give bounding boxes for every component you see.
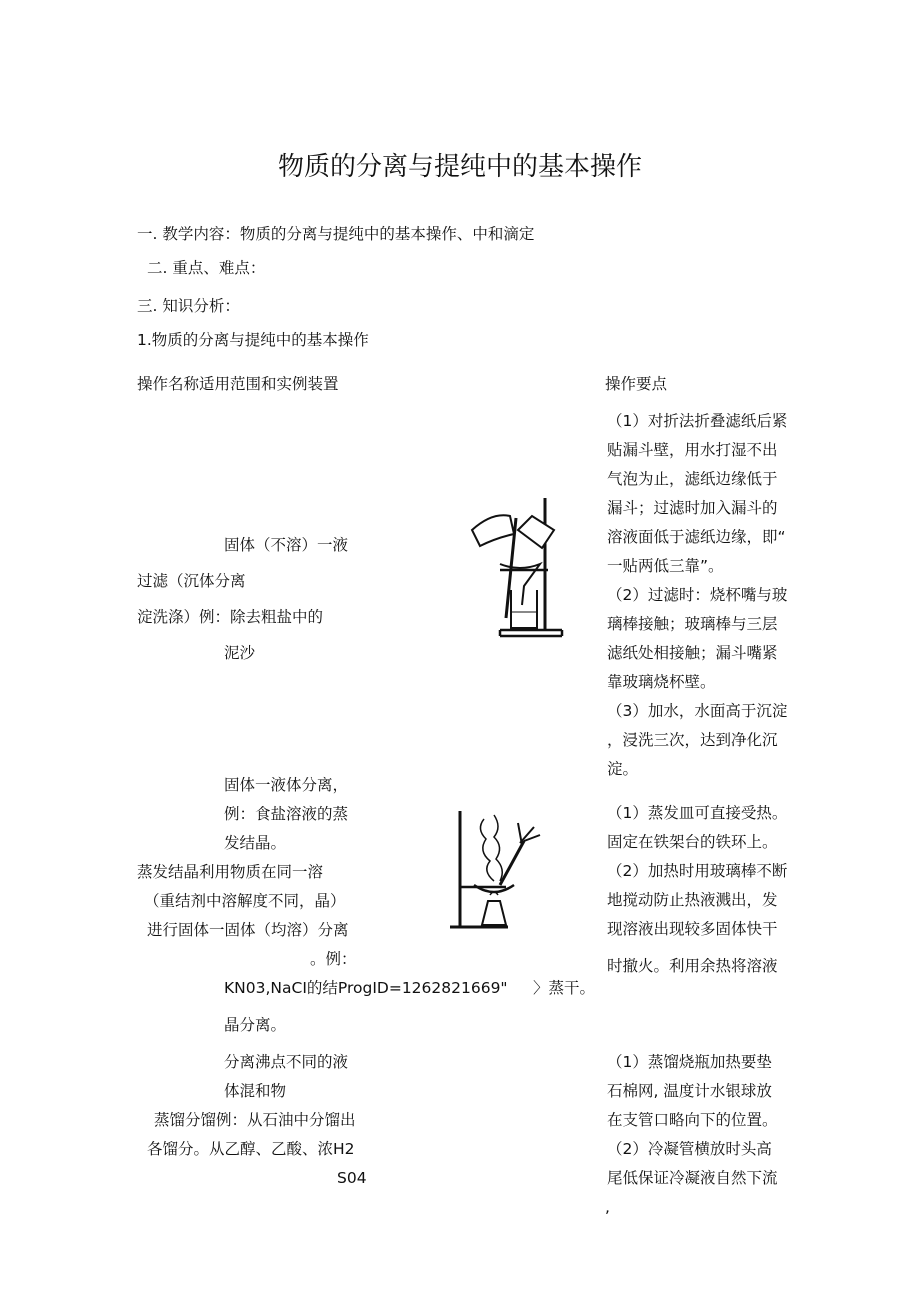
distillation-point-4: （2）冷凝管横放时头高 bbox=[607, 1140, 772, 1158]
distillation-line-3: 蒸馏分馏例：从石油中分馏出 bbox=[154, 1111, 356, 1129]
evaporation-line-7: 。例： bbox=[310, 950, 357, 968]
distillation-line-2: 体混和物 bbox=[224, 1082, 287, 1100]
table-header-left: 操作名称适用范围和实例装置 bbox=[137, 375, 339, 393]
distillation-point-2: 石棉网, 温度计水银球放 bbox=[607, 1082, 772, 1100]
filtration-point-12: ，浸洗三次，达到净化沉 bbox=[607, 731, 778, 749]
evaporation-line-3: 发结晶。 bbox=[224, 834, 287, 852]
filtration-point-1: （1）对折法折叠滤纸后紧 bbox=[607, 412, 788, 430]
evaporation-point-1: （1）蒸发皿可直接受热。 bbox=[607, 804, 788, 822]
distillation-point-1: （1）蒸馏烧瓶加热要垫 bbox=[607, 1053, 772, 1071]
page-title: 物质的分离与提纯中的基本操作 bbox=[277, 152, 642, 182]
evaporation-point-5: 现溶液出现较多固体快干 bbox=[607, 920, 778, 938]
filtration-point-9: 滤纸处相接触；漏斗嘴紧 bbox=[607, 644, 778, 662]
filtration-point-5: 溶液面低于滤纸边缘，即“ bbox=[607, 528, 786, 546]
evaporation-line-2: 例：食盐溶液的蒸 bbox=[224, 805, 349, 823]
filtration-point-4: 漏斗；过滤时加入漏斗的 bbox=[607, 499, 778, 517]
evaporation-line-6: 进行固体一固体（均溶）分离 bbox=[147, 921, 349, 939]
evaporation-apparatus-figure bbox=[448, 805, 548, 935]
filtration-scope: 固体（不溶）一液 bbox=[224, 536, 349, 554]
filtration-name-2: 淀洗涤）例：除去粗盐中的 bbox=[137, 608, 324, 626]
table-header-right: 操作要点 bbox=[605, 375, 668, 393]
filtration-point-2: 贴漏斗壁，用水打湿不出 bbox=[607, 441, 778, 459]
filtration-point-13: 淀。 bbox=[607, 760, 639, 778]
section-4-heading: 1.物质的分离与提纯中的基本操作 bbox=[137, 331, 369, 349]
distillation-point-5: 尾低保证冷凝液自然下流 bbox=[607, 1169, 778, 1187]
section-3-analysis: 三. 知识分析： bbox=[137, 297, 240, 315]
distillation-line-4: 各馏分。从乙醇、乙酸、浓H2 bbox=[147, 1140, 355, 1158]
evaporation-point-3: （2）加热时用玻璃棒不断 bbox=[607, 862, 788, 880]
filtration-point-11: （3）加水，水面高于沉淀 bbox=[607, 702, 788, 720]
distillation-line-5: S04 bbox=[337, 1169, 367, 1187]
distillation-line-1: 分离沸点不同的液 bbox=[224, 1053, 349, 1071]
evaporation-line-4: 蒸发结晶利用物质在同一溶 bbox=[137, 863, 324, 881]
evaporation-point-4: 地搅动防止热液溅出，发 bbox=[607, 891, 778, 909]
evaporation-line-10: 晶分离。 bbox=[224, 1016, 287, 1034]
filtration-example-end: 泥沙 bbox=[224, 644, 256, 662]
filtration-point-10: 靠玻璃烧杯壁。 bbox=[607, 673, 716, 691]
evaporation-point-6: 时撤火。利用余热将溶液 bbox=[607, 957, 778, 975]
filtration-apparatus-figure bbox=[462, 490, 572, 642]
distillation-point-3: 在支管口略向下的位置。 bbox=[607, 1111, 778, 1129]
filtration-name-1: 过滤（沉体分离 bbox=[137, 572, 246, 590]
section-1-content: 一. 教学内容：物质的分离与提纯中的基本操作、中和滴定 bbox=[137, 225, 535, 243]
filtration-point-8: 璃棒接触；玻璃棒与三层 bbox=[607, 615, 778, 633]
section-2-keypoints: 二. 重点、难点： bbox=[147, 259, 266, 277]
evaporation-line-9: 〉蒸干。 bbox=[533, 979, 596, 997]
distillation-point-6: , bbox=[605, 1198, 610, 1216]
evaporation-line-1: 固体一液体分离， bbox=[224, 776, 349, 794]
filtration-point-6: 一贴两低三靠”。 bbox=[607, 557, 724, 575]
evaporation-line-5: （重结剂中溶解度不同，晶） bbox=[144, 892, 346, 910]
evaporation-point-2: 固定在铁架台的铁环上。 bbox=[607, 833, 778, 851]
filtration-point-3: 气泡为止，滤纸边缘低于 bbox=[607, 470, 778, 488]
filtration-point-7: （2）过滤时：烧杯嘴与玻 bbox=[607, 586, 788, 604]
evaporation-line-8: KN03,NaCI的结ProgID=1262821669" bbox=[224, 979, 508, 997]
